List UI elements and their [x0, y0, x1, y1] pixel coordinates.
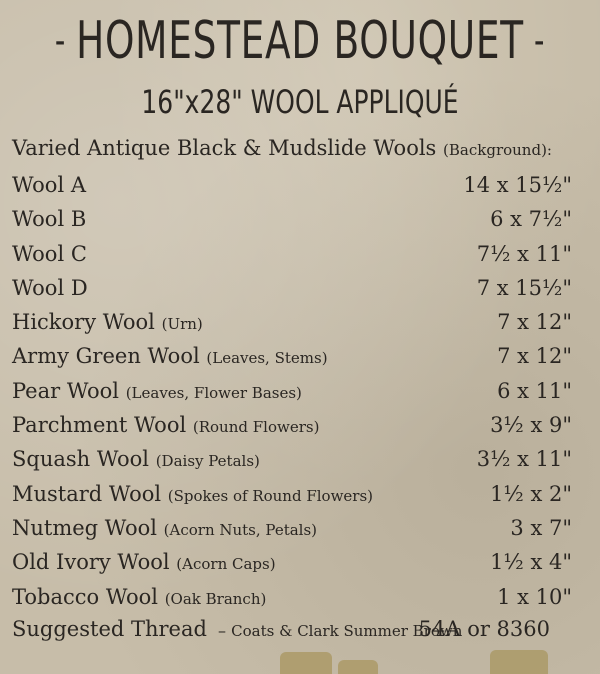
item-name: [12, 237, 87, 271]
item-label: Hickory Wool: [12, 310, 155, 335]
item-size: 7 x 12": [497, 344, 572, 369]
materials-list: [0, 168, 600, 614]
item-label: Wool D: [12, 275, 88, 300]
item-name: [12, 511, 317, 547]
list-item: [0, 477, 600, 511]
list-item: [0, 271, 600, 305]
list-item: [0, 202, 600, 236]
item-name: [12, 374, 302, 410]
thread-label: Suggested Thread: [12, 617, 207, 641]
item-size: 7 x 15½": [476, 275, 572, 300]
item-name: [12, 580, 266, 616]
item-size: 1½ x 4": [490, 550, 572, 575]
thread-detail: Coats & Clark Summer Brown: [231, 622, 463, 640]
list-item: [0, 442, 600, 476]
item-name: [12, 545, 276, 581]
item-size: 7½ x 11": [476, 241, 572, 266]
list-item: [0, 374, 600, 408]
list-item: [0, 168, 600, 202]
item-label: Wool C: [12, 241, 87, 266]
item-name: [12, 442, 260, 478]
item-label: Pear Wool: [12, 378, 120, 403]
item-note: (Leaves, Flower Bases): [125, 383, 302, 402]
item-size: 6 x 11": [497, 378, 572, 403]
item-label: Squash Wool: [12, 447, 150, 472]
list-item: [0, 408, 600, 442]
list-item: [0, 305, 600, 339]
fabric-scrap-decoration: [280, 652, 332, 674]
thread-code: 54A or 8360: [418, 617, 550, 641]
item-size: 1½ x 2": [490, 481, 572, 506]
title-dash-left: -: [54, 18, 67, 64]
background-wool-note: (Background):: [443, 141, 552, 159]
page-title: [54, 0, 546, 82]
list-item: [0, 580, 600, 614]
item-name: [12, 202, 86, 236]
item-size: 3½ x 11": [476, 447, 572, 472]
fabric-scrap-decoration: [490, 650, 548, 674]
item-note: (Round Flowers): [192, 418, 320, 437]
item-name: [12, 408, 319, 444]
item-size: 6 x 7½": [490, 207, 572, 232]
item-note: (Urn): [161, 315, 203, 334]
item-note: (Spokes of Round Flowers): [167, 486, 374, 505]
list-item: [0, 339, 600, 373]
item-size: 14 x 15½": [463, 173, 572, 197]
suggested-thread-line: [12, 612, 588, 646]
item-label: Old Ivory Wool: [12, 550, 170, 575]
item-label: Wool A: [12, 173, 87, 197]
list-item: [0, 237, 600, 271]
background-wool-text: Varied Antique Black & Mudslide Wools: [12, 136, 437, 160]
title-dash-right: -: [533, 18, 546, 64]
item-label: Wool B: [12, 207, 87, 232]
item-size: 1 x 10": [497, 584, 572, 609]
item-label: Parchment Wool: [12, 413, 187, 438]
thread-separator: –: [218, 621, 227, 640]
item-label: Nutmeg Wool: [12, 515, 157, 540]
item-note: (Daisy Petals): [155, 452, 260, 471]
list-item: [0, 545, 600, 579]
item-name: [12, 477, 373, 513]
item-name: [12, 339, 328, 375]
item-size: 7 x 12": [497, 310, 572, 335]
item-size: 3 x 7": [510, 515, 572, 540]
page-subtitle: 16"x28" WOOL APPLIQUÉ: [141, 83, 459, 121]
background-wool-line: [12, 136, 592, 160]
list-item: [0, 511, 600, 545]
fabric-scrap-decoration: [338, 660, 378, 674]
item-name: [12, 271, 88, 305]
item-label: Tobacco Wool: [12, 584, 158, 609]
item-size: 3½ x 9": [490, 413, 572, 438]
item-label: Army Green Wool: [12, 344, 200, 369]
item-note: (Acorn Caps): [176, 555, 276, 574]
item-note: (Acorn Nuts, Petals): [163, 520, 318, 539]
item-label: Mustard Wool: [12, 481, 162, 506]
item-note: (Leaves, Stems): [206, 349, 328, 368]
item-name: [12, 168, 86, 202]
item-note: (Oak Branch): [164, 589, 267, 608]
item-name: [12, 305, 203, 341]
title-text: HOMESTEAD BOUQUET: [76, 11, 524, 71]
